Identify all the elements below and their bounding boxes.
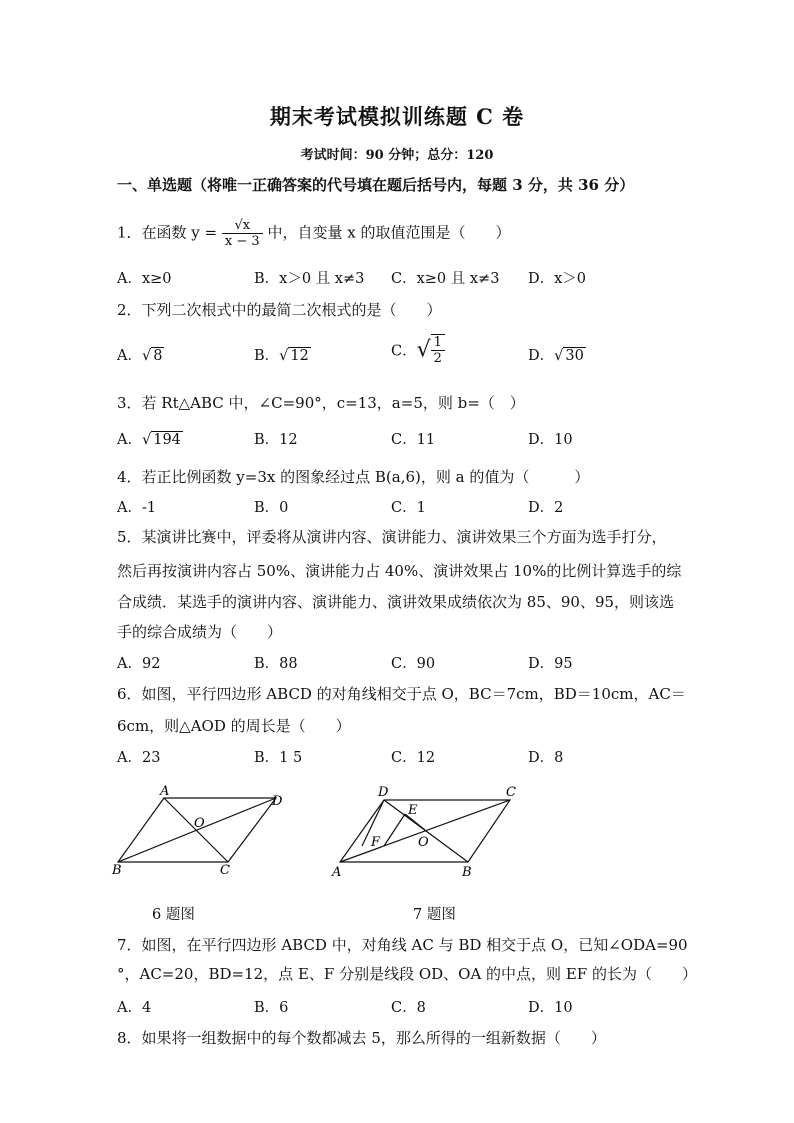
q2-option-b: B．√ 12	[254, 348, 309, 364]
q4-option-d: D．2	[528, 500, 564, 516]
q4-option-c: C．1	[391, 500, 426, 516]
q5-option-c: C．90	[391, 656, 436, 672]
q1-numerator: √x	[222, 218, 263, 234]
fig7-label-f: F	[371, 835, 381, 850]
fig7-label-e: E	[408, 803, 418, 818]
q1-option-d: D．x＞0	[528, 271, 587, 287]
q7-line-2: °，AC=20，BD=12，点 E、F 分别是线段 OD、OA 的中点，则 EF 的长为（ ）	[117, 965, 697, 983]
q6-option-b: B．1 5	[254, 750, 303, 766]
q2-d-radicand: 30	[565, 348, 584, 364]
question-8: 8．如果将一组数据中的每个数都减去 5，那么所得的一组新数据（ ）	[117, 1029, 606, 1047]
q2-option-a: A．√ 8	[117, 348, 163, 364]
q5-option-a: A．92	[117, 656, 161, 672]
q2-option-c: C．√ $\frac{1}{2}$	[391, 334, 445, 366]
q4-option-b: B．0	[254, 500, 289, 516]
fig6-label-b: B	[112, 863, 122, 878]
fig6-label-a: A	[160, 785, 170, 799]
exam-title: 期末考试模拟训练题 C 卷	[269, 104, 525, 129]
q3-option-d: D．10	[528, 432, 573, 448]
q2-c-fraction: $\frac{1}{2}$	[431, 334, 445, 366]
q4-option-a: A．-1	[117, 500, 157, 516]
q7-option-b: B．6	[254, 1000, 289, 1016]
q5-line-2: 然后再按演讲内容占 50%、演讲能力占 40%、演讲效果占 10%的比例计算选手的综	[117, 562, 682, 580]
q6-option-a: A．23	[117, 750, 161, 766]
q3-option-c: C．11	[391, 432, 436, 448]
q1-fraction	[222, 218, 263, 249]
q3-a-radicand: 194	[153, 432, 181, 448]
fig7-label-b: B	[462, 865, 472, 880]
q6-line-2: 6cm，则△AOD 的周长是（ ）	[117, 717, 351, 735]
q7-line-1: 7．如图，在平行四边形 ABCD 中，对角线 AC 与 BD 相交于点 O，已知∠ODA=90	[117, 936, 688, 954]
fig7-label-a: A	[332, 865, 342, 880]
q7-option-c: C．8	[391, 1000, 426, 1016]
section-heading: 一、单选题（将唯一正确答案的代号填在题后括号内，每题 3 分，共 36 分）	[117, 176, 635, 194]
q3-option-a: A．√ 194	[117, 432, 181, 448]
q1-post: 中，自变量 x 的取值范围是（ ）	[267, 223, 511, 242]
fig6-label-c: C	[220, 863, 230, 878]
exam-subtitle: 考试时间：90 分钟；总分：120	[300, 148, 494, 163]
question-2: 2．下列二次根式中的最简二次根式的是（ ）	[117, 301, 442, 319]
q1-option-b: B．x＞0 且 x≠3	[254, 271, 365, 287]
figure-7-caption: 7 题图	[413, 907, 456, 923]
q7-option-a: A．4	[117, 1000, 152, 1016]
q2-a-radicand: 8	[153, 348, 163, 364]
q1-option-c: C．x≥0 且 x≠3	[391, 271, 500, 287]
q1-pre: 1．在函数 y =	[117, 223, 218, 242]
q7-option-d: D．10	[528, 1000, 573, 1016]
q5-line-4: 手的综合成绩为（ ）	[117, 623, 283, 641]
q2-option-d: D．√ 30	[528, 348, 584, 364]
question-1	[117, 218, 510, 249]
q1-option-a: A．x≥0	[117, 271, 172, 287]
q6-option-c: C．12	[391, 750, 436, 766]
q6-option-d: D．8	[528, 750, 564, 766]
q3-option-b: B．12	[254, 432, 298, 448]
figure-6	[108, 785, 298, 880]
fig7-label-d: D	[378, 785, 389, 800]
figure-6-caption: 6 题图	[152, 907, 195, 923]
q6-line-1: 6．如图，平行四边形 ABCD 的对角线相交于点 O，BC＝7cm，BD＝10cm，AC＝	[117, 685, 686, 703]
q5-line-3: 合成绩．某选手的演讲内容、演讲能力、演讲效果成绩依次为 85、90、95，则该选	[117, 593, 675, 611]
fig7-label-c: C	[506, 785, 516, 800]
fig6-label-o: O	[194, 816, 205, 831]
question-4: 4．若正比例函数 y=3x 的图象经过点 B(a,6)，则 a 的值为（ ）	[117, 468, 590, 486]
q1-denominator: x − 3	[224, 234, 260, 249]
fig7-label-o: O	[418, 835, 429, 850]
q2-b-radicand: 12	[290, 348, 309, 364]
fig6-label-d: D	[272, 794, 283, 809]
q5-option-b: B．88	[254, 656, 298, 672]
q5-option-d: D．95	[528, 656, 573, 672]
q5-line-1: 5．某演讲比赛中，评委将从演讲内容、演讲能力、演讲效果三个方面为选手打分，	[117, 528, 667, 546]
figure-7	[328, 780, 528, 880]
question-3: 3．若 Rt△ABC 中，∠C=90°，c=13，a=5，则 b=（ ）	[117, 394, 525, 412]
